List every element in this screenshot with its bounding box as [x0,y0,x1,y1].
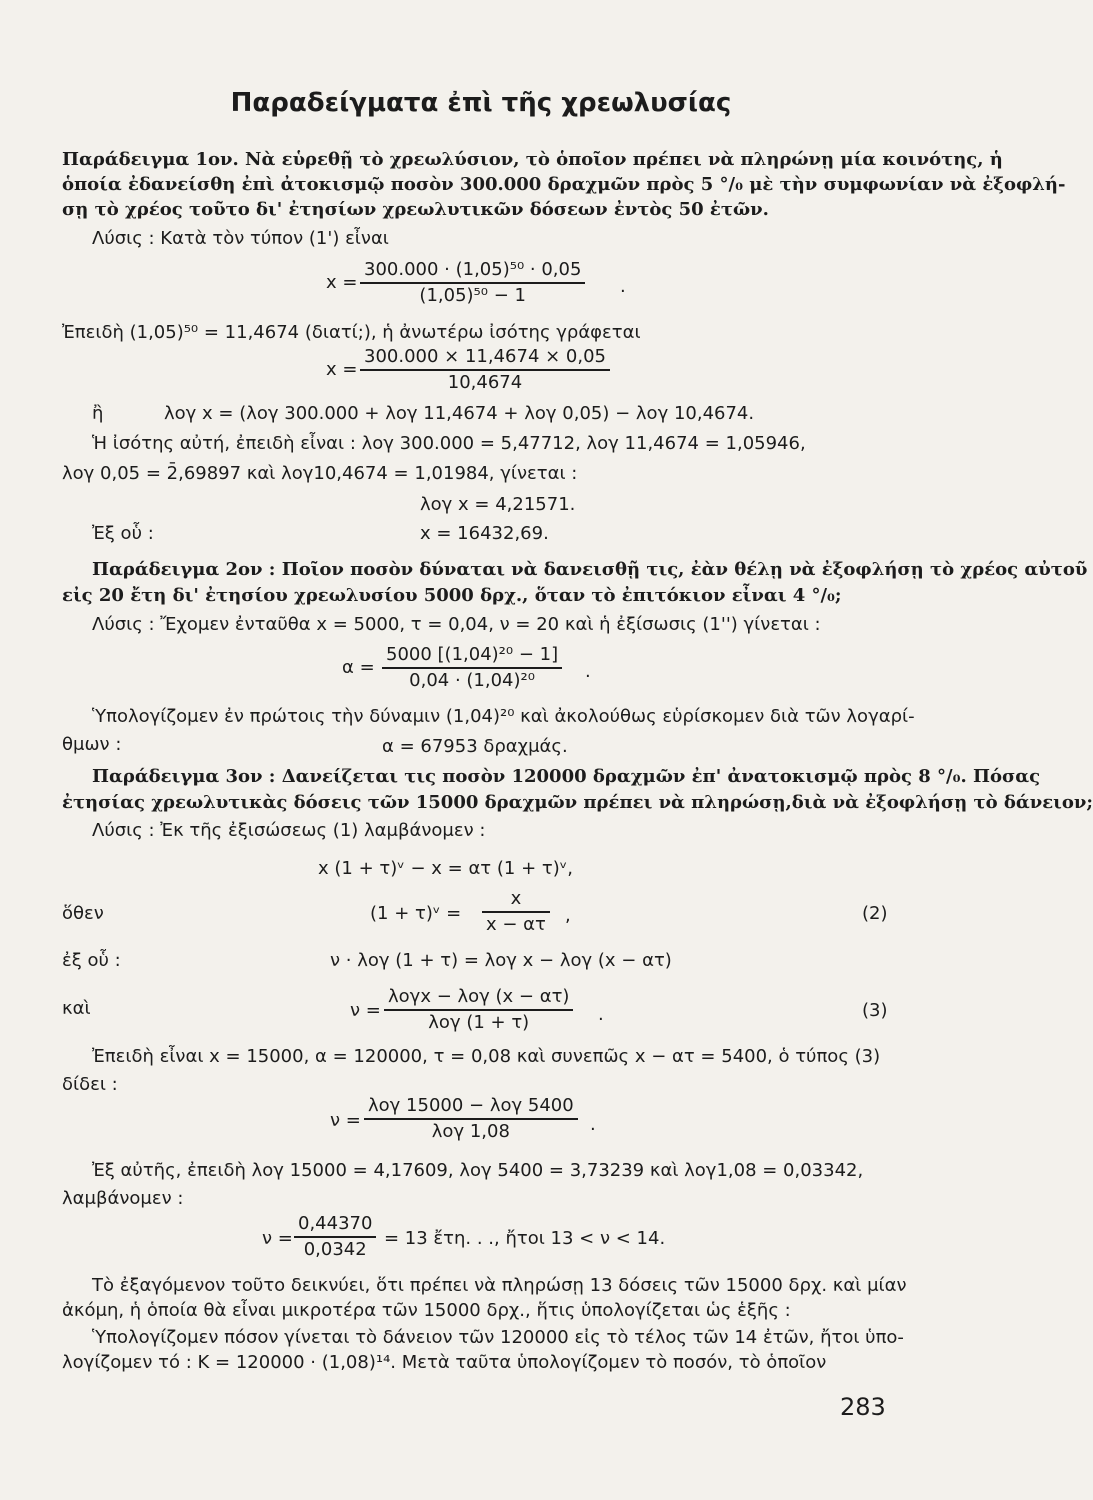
formula1-numerator: 300.000 · (1,05)⁵⁰ · 0,05 [364,259,582,280]
equation6-bar [294,1236,376,1238]
conclusion-line1: Τὸ ἐξαγόμενον τοῦτο δεικνύει, ὅτι πρέπει νὰ πληρώσῃ 13 δόσεις τῶν 15000 δρχ. καὶ μίαν [92,1275,907,1296]
equation3: ν · λογ (1 + τ) = λογ x − λογ (x − ατ) [330,950,672,971]
equation6-denominator: 0,0342 [303,1238,367,1260]
page-title: Παραδείγματα ἐπὶ τῆς χρεωλυσίας [230,88,732,118]
example1-statement-line2: ὁποία ἐδανείσθη ἐπὶ ἀτοκισμῷ ποσὸν 300.000 δραχμῶν πρὸς 5 °/₀ μὲ τὴν συμφωνίαν νὰ ἐξοφλή- [62,174,1066,195]
equation2-numerator: x [510,888,522,909]
example1-x-result: x = 16432,69. [420,523,549,544]
formula2-numerator: 300.000 × 11,4674 × 0,05 [364,346,606,367]
equation5-bar [364,1118,578,1120]
formula2-lhs: x = [326,359,358,380]
formula1-period: . [620,276,626,297]
equation2-comma: , [565,905,571,926]
example3-statement-line2: ἐτησίας χρεωλυτικὰς δόσεις τῶν 15000 δραχμῶν πρέπει νὰ πληρώσῃ,διὰ νὰ ἐξοφλήσῃ τὸ δάνειον; [62,792,1093,813]
equation4-period: . [598,1004,604,1025]
formula3-fraction [382,644,562,692]
equation2-bar [482,911,550,913]
formula1-fraction [360,259,585,307]
example2-statement-line1: Παράδειγμα 2ον : Ποῖον ποσὸν δύναται νὰ δανεισθῇ τις, ἐὰν θέλῃ νὰ ἐξοφλήσῃ τὸ χρέος αὐτοῦ [92,559,1088,580]
formula2-bar [360,369,610,371]
equation4-denominator: λογ (1 + τ) [428,1011,530,1033]
equation2-denominator: x − ατ [486,913,546,935]
formula2-fraction [360,346,610,394]
example3-statement-line1: Παράδειγμα 3ον : Δανείζεται τις ποσὸν 120000 δραχμῶν ἐπ' ἀνατοκισμῷ πρὸς 8 °/₀. Πόσας [92,766,1041,787]
formula1-denominator: (1,05)⁵⁰ − 1 [419,284,526,306]
equation4-tag: (3) [862,1000,888,1021]
example2-result: α = 67953 δραχμάς. [382,736,568,757]
example1-log-equation: λογ x = (λογ 300.000 + λογ 11,4674 + λογ 0,05) − λογ 10,4674. [164,403,755,424]
equation4-lhs: ν = [350,1000,381,1021]
equation2-tag: (2) [862,903,888,924]
equation4-fraction [384,986,573,1034]
formula3-lhs: α = [342,657,375,678]
formula3-bar [382,667,562,669]
equation5-numerator: λογ 15000 − λογ 5400 [368,1095,574,1116]
equation6-numerator: 0,44370 [298,1213,373,1234]
equation4-bar [384,1009,573,1011]
example1-logx-result: λογ x = 4,21571. [420,494,576,515]
example1-statement-line3: σῃ τὸ χρέος τοῦτο δι' ἐτησίων χρεωλυτικῶν δόσεων ἐντὸς 50 ἐτῶν. [62,199,769,220]
equation5-lhs: ν = [330,1110,361,1131]
from-label: ἐξ οὗ : [62,950,121,971]
formula3-period: . [585,661,591,682]
example1-since-line: Ἐπειδὴ (1,05)⁵⁰ = 11,4674 (διατί;), ἡ ἀνωτέρω ἰσότης γράφεται [62,322,641,343]
equation5-fraction [364,1095,578,1143]
formula1-bar [360,282,585,284]
final-calc-line1: Ὑπολογίζομεν πόσον γίνεται τὸ δάνειον τῶν 120000 εἰς τὸ τέλος τῶν 14 ἐτῶν, ἤτοι ὑπο- [92,1327,904,1348]
formula3-denominator: 0,04 · (1,04)²⁰ [409,669,535,691]
equation4-numerator: λογx − λογ (x − ατ) [388,986,570,1007]
page-number: 283 [840,1393,886,1421]
equation6-lhs: ν = [262,1228,293,1249]
equation6-fraction [294,1213,376,1261]
example2-calc-line2: θμων : [62,734,122,755]
example1-log-values: Ἡ ἰσότης αὐτή, ἐπειδὴ εἶναι : λογ 300.000 = 5,47712, λογ 11,4674 = 1,05946, [92,433,806,454]
example1-statement-line1: Παράδειγμα 1ον. Νὰ εὑρεθῇ τὸ χρεωλύσιον, τὸ ὁποῖον πρέπει νὰ πληρώνῃ μία κοινότης, ἡ [62,149,1003,170]
equation5-denominator: λογ 1,08 [431,1120,510,1142]
equation1: x (1 + τ)ᵛ − x = ατ (1 + τ)ᵛ, [318,858,573,879]
example2-calc-line1: Ὑπολογίζομεν ἐν πρώτοις τὴν δύναμιν (1,04)²⁰ καὶ ἀκολούθως εὑρίσκομεν διὰ τῶν λογαρί- [92,706,915,727]
equation2-fraction [482,888,550,936]
example2-statement-line2: εἰς 20 ἔτη δι' ἐτησίου χρεωλυσίου 5000 δρχ., ὅταν τὸ ἐπιτόκιον εἶναι 4 °/₀; [62,585,842,606]
final-calc-line2: λογίζομεν τό : K = 120000 · (1,08)¹⁴. Μετὰ ταῦτα ὑπολογίζομεν τὸ ποσόν, τὸ ὁποῖον [62,1352,827,1373]
equation2-lhs: (1 + τ)ᵛ = [370,903,462,924]
conclusion-line2: ἀκόμη, ἡ ὁποία θὰ εἶναι μικροτέρα τῶν 15000 δρχ., ἥτις ὑπολογίζεται ὡς ἑξῆς : [62,1300,791,1321]
example1-log-values-2: λογ 0,05 = 2̄,69897 καὶ λογ10,4674 = 1,01984, γίνεται : [62,463,578,484]
and-label: καὶ [62,998,91,1019]
formula1-lhs: x = [326,272,358,293]
example3-log-values: Ἐξ αὐτῆς, ἐπειδὴ λογ 15000 = 4,17609, λογ 5400 = 3,73239 καὶ λογ1,08 = 0,03342, [92,1160,864,1181]
equation6-rhs: = 13 ἔτη. . ., ἤτοι 13 < ν < 14. [384,1228,666,1249]
formula3-numerator: 5000 [(1,04)²⁰ − 1] [386,644,559,665]
example1-solution-intro: Λύσις : Κατὰ τὸν τύπον (1') εἶναι [92,228,389,249]
or-label: ἢ [92,403,104,424]
we-get-label: λαμβάνομεν : [62,1188,184,1209]
gives-label: δίδει : [62,1074,118,1095]
example3-since-line: Ἐπειδὴ εἶναι x = 15000, α = 120000, τ = 0,08 καὶ συνεπῶς x − ατ = 5400, ὁ τύπος (3) [92,1046,881,1067]
formula2-denominator: 10,4674 [447,371,523,393]
example2-solution-intro: Λύσις : Ἔχομεν ἐνταῦθα x = 5000, τ = 0,04, ν = 20 καὶ ἡ ἐξίσωσις (1'') γίνεται : [92,614,821,635]
example3-solution-intro: Λύσις : Ἐκ τῆς ἐξισώσεως (1) λαμβάνομεν : [92,820,486,841]
whence-label-2: ὅθεν [62,903,104,924]
equation5-period: . [590,1114,596,1135]
whence-label: Ἐξ οὗ : [92,523,154,544]
